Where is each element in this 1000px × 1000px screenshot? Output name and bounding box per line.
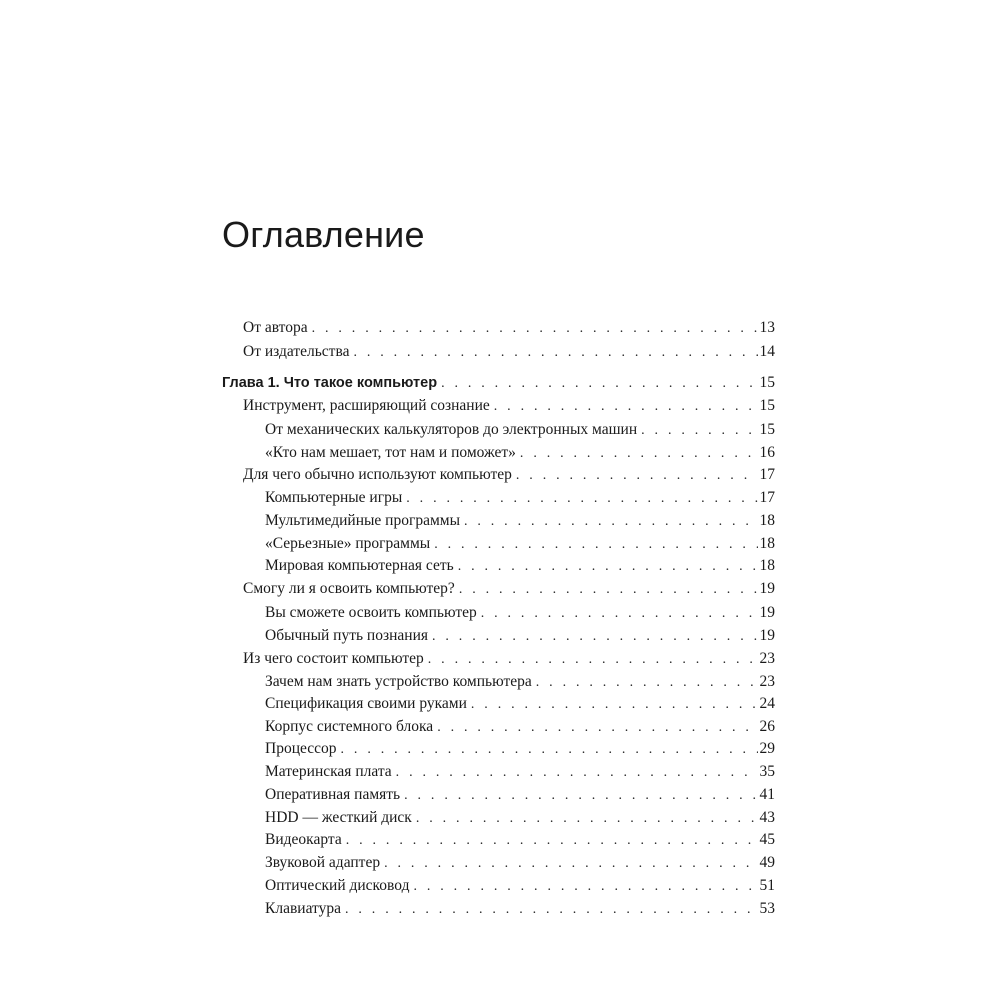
toc-dot-leader (464, 511, 758, 533)
toc-dot-leader (441, 373, 757, 395)
toc-page-number: 53 (759, 900, 775, 917)
toc-dot-leader (458, 556, 758, 578)
toc-dot-leader (471, 694, 758, 716)
toc-entry (243, 317, 775, 339)
toc-dot-leader (481, 603, 758, 625)
toc-entry (265, 671, 775, 693)
toc-entry-title: Видеокарта (265, 831, 342, 848)
toc-entry-title: От автора (243, 319, 308, 336)
toc-page-number: 19 (759, 580, 775, 597)
toc-page-number: 15 (759, 421, 775, 438)
toc-dot-leader (434, 534, 757, 556)
toc-page-number: 18 (759, 557, 775, 574)
toc-dot-leader (413, 876, 757, 898)
toc-dot-leader (520, 443, 758, 465)
toc-entry-title: Оптический дисковод (265, 877, 410, 894)
toc-entry (265, 738, 775, 760)
toc-entry-title: Корпус системного блока (265, 718, 434, 735)
toc-entry (265, 693, 775, 715)
toc-entry-title: Спецификация своими руками (265, 695, 467, 712)
toc-entry-title: Вы сможете освоить компьютер (265, 604, 477, 621)
toc-entry-title: Зачем нам знать устройство компьютера (265, 673, 532, 690)
toc-entry-title: Глава 1. Что такое компьютер (222, 375, 438, 391)
toc-entry-title: Оперативная память (265, 786, 401, 803)
toc-dot-leader (346, 830, 758, 852)
toc-page-number: 18 (759, 535, 775, 552)
toc-dot-leader (353, 342, 757, 364)
toc-entry (243, 464, 775, 486)
toc-dot-leader (432, 626, 758, 648)
toc-page-number: 51 (759, 877, 775, 894)
toc-dot-leader (641, 420, 757, 442)
toc-entry-title: Компьютерные игры (265, 489, 403, 506)
toc-dot-leader (536, 672, 758, 694)
toc-dot-leader (404, 785, 757, 807)
toc-entry-title: Клавиатура (265, 900, 341, 917)
toc-entry (265, 807, 775, 829)
toc-entry (265, 625, 775, 647)
toc-entry (243, 341, 775, 363)
toc-dot-leader (459, 579, 758, 601)
toc-page-number: 35 (759, 763, 775, 780)
toc-dot-leader (428, 649, 758, 671)
toc-dot-leader (494, 396, 758, 418)
toc-entry-title: Смогу ли я освоить компьютер? (243, 580, 455, 597)
toc-entry (243, 648, 775, 670)
toc-dot-leader (516, 465, 758, 487)
toc-page-number: 19 (759, 627, 775, 644)
toc-page-number: 45 (759, 831, 775, 848)
toc-page-number: 23 (759, 673, 775, 690)
toc-dot-leader (341, 739, 758, 761)
toc-entry-title: «Серьезные» программы (265, 535, 431, 552)
toc-page-number: 18 (759, 512, 775, 529)
toc-entry (243, 578, 775, 600)
toc-entry-title: От механических калькуляторов до электронных машин (265, 421, 638, 438)
toc-entry (265, 784, 775, 806)
toc-dot-leader (416, 808, 758, 830)
toc-entry (265, 875, 775, 897)
toc-entry-title: Звуковой адаптер (265, 854, 381, 871)
toc-page-number: 29 (759, 740, 775, 757)
toc-entry-title: Обычный путь познания (265, 627, 428, 644)
toc-page-number: 17 (759, 466, 775, 483)
toc-page-number: 15 (759, 397, 775, 414)
toc-page-number: 23 (759, 650, 775, 667)
toc-entry-title: Мировая компьютерная сеть (265, 557, 454, 574)
toc-entry (265, 852, 775, 874)
toc-chapter-entry (222, 372, 775, 394)
toc-page-number: 19 (759, 604, 775, 621)
toc-page-number: 15 (759, 374, 775, 391)
toc-entry-title: «Кто нам мешает, тот нам и поможет» (265, 444, 516, 461)
toc-page-number: 16 (759, 444, 775, 461)
toc-entry-title: Материнская плата (265, 763, 392, 780)
toc-entry (265, 442, 775, 464)
toc-entry-title: Инструмент, расширяющий сознание (243, 397, 490, 414)
toc-entry-title: Процессор (265, 740, 337, 757)
toc-entry (265, 898, 775, 920)
toc-page-number: 49 (759, 854, 775, 871)
toc-entry (265, 829, 775, 851)
toc-entry-title: От издательства (243, 343, 350, 360)
toc-page-number: 26 (759, 718, 775, 735)
toc-dot-leader (406, 488, 757, 510)
toc-page-number: 41 (759, 786, 775, 803)
toc-entry-title: Для чего обычно используют компьютер (243, 466, 512, 483)
toc-page-number: 24 (759, 695, 775, 712)
toc-page-number: 13 (759, 319, 775, 336)
toc-page-number: 14 (759, 343, 775, 360)
toc-entry (265, 419, 775, 441)
toc-page-number: 17 (759, 489, 775, 506)
toc-entry (265, 533, 775, 555)
toc-entry (265, 555, 775, 577)
toc-entry (265, 761, 775, 783)
toc-entry-title: Мультимедийные программы (265, 512, 460, 529)
toc-entry-title: Из чего состоит компьютер (243, 650, 424, 667)
toc-entry (243, 395, 775, 417)
toc-entry (265, 487, 775, 509)
toc-entry-title: HDD — жесткий диск (265, 809, 412, 826)
page-title: Оглавление (222, 214, 425, 255)
toc-dot-leader (384, 853, 757, 875)
toc-entry (265, 602, 775, 624)
toc-dot-leader (312, 318, 758, 340)
toc-entry (265, 510, 775, 532)
toc-dot-leader (396, 762, 758, 784)
toc-dot-leader (437, 717, 757, 739)
toc-page-number: 43 (759, 809, 775, 826)
toc-entry (265, 716, 775, 738)
toc-dot-leader (345, 899, 758, 921)
